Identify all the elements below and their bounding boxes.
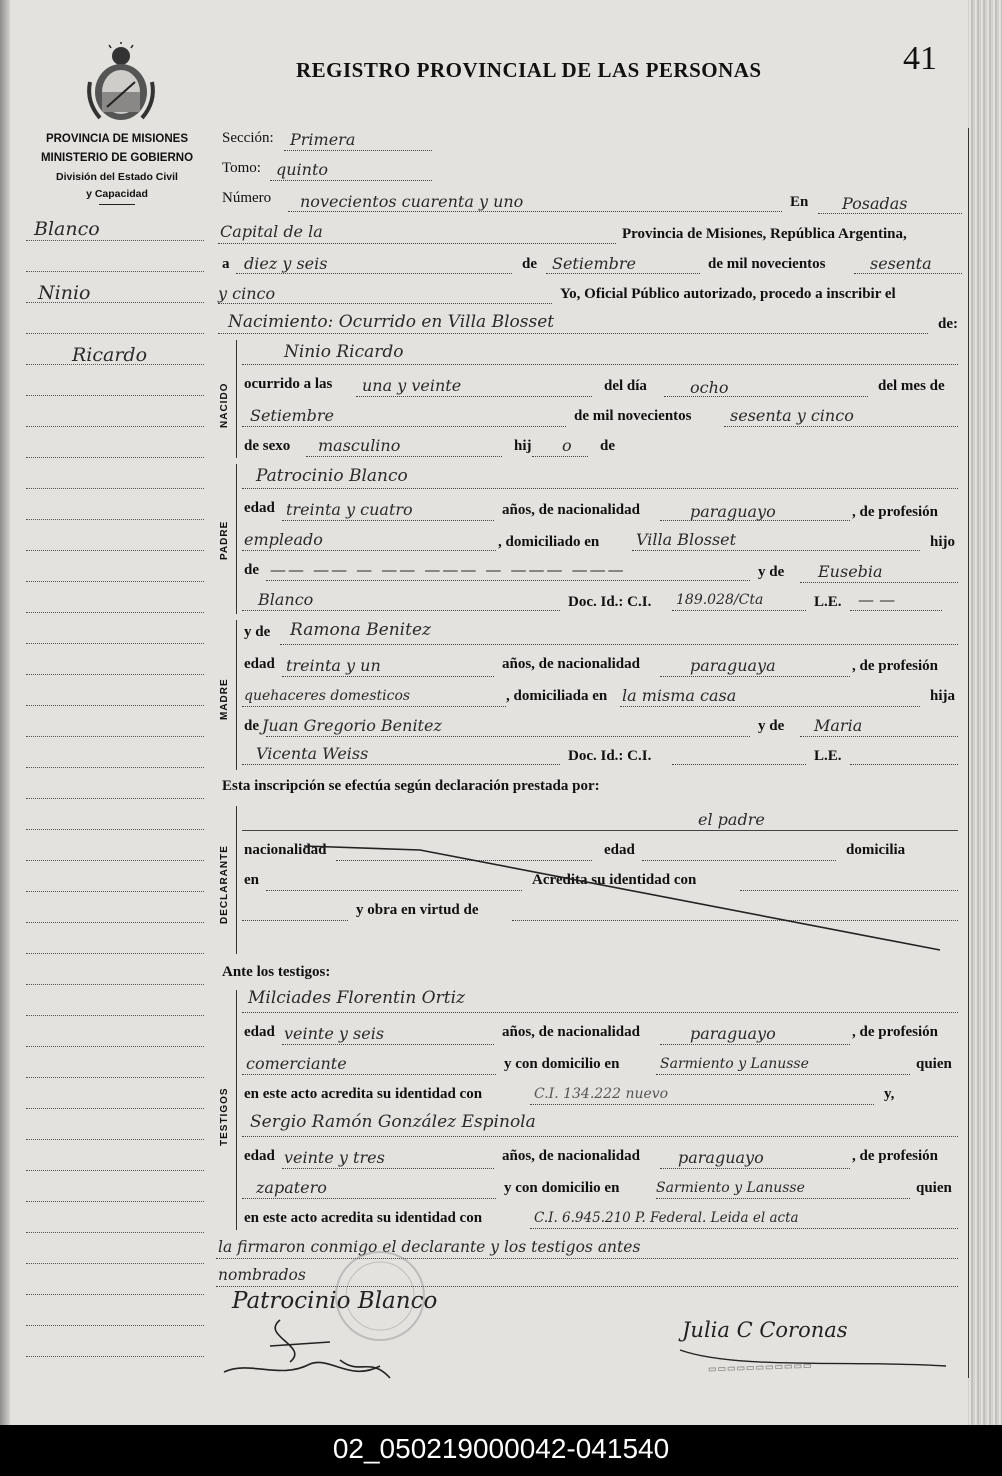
margin-rule-line xyxy=(26,333,204,334)
side-label-testigos: TESTIGOS xyxy=(219,1087,230,1146)
binding-edge xyxy=(0,0,10,1425)
padre-edad-value: treinta y cuatro xyxy=(286,500,413,519)
t2-prof-line xyxy=(242,1198,496,1199)
margin-rule-line xyxy=(26,736,204,737)
madre-le-label: L.E. xyxy=(814,748,842,764)
tomo-value: quinto xyxy=(276,160,329,179)
margin-rule-line xyxy=(26,1201,204,1202)
margin-rule-line xyxy=(26,1294,204,1295)
padre-de-line xyxy=(266,580,750,581)
padre-le-line xyxy=(850,610,942,611)
madre-hija-label: hija xyxy=(930,688,956,704)
padre-edad-label: edad xyxy=(244,500,275,516)
padre-y-de-label: y de xyxy=(758,564,785,580)
madre-madre-line-2 xyxy=(242,764,560,765)
margin-rule-line xyxy=(26,457,204,458)
t1-dom-value: Sarmiento y Lanusse xyxy=(660,1056,809,1072)
del-mes-label: del mes de xyxy=(878,378,945,394)
t2-quien-label: quien xyxy=(916,1180,952,1196)
madre-edad-value: treinta y un xyxy=(286,656,381,675)
madre-prof-value: quehaceres domesticos xyxy=(244,688,411,704)
side-label-nacido: NACIDO xyxy=(219,382,230,428)
anio-value-1: sesenta xyxy=(870,254,932,273)
tomo-line xyxy=(270,180,432,181)
padre-nac-value: paraguayo xyxy=(690,502,776,521)
hij-line xyxy=(532,456,588,457)
padre-madre-line-1 xyxy=(800,582,958,583)
madre-ci-line xyxy=(672,764,806,765)
t1-nombre-line xyxy=(242,1012,958,1013)
t2-nombre-value: Sergio Ramón González Espinola xyxy=(250,1112,536,1132)
declaracion-label: Esta inscripción se efectúa según declaración prestada por: xyxy=(222,778,600,794)
numero-label: Número xyxy=(222,190,272,206)
padre-nombre-line xyxy=(242,488,958,489)
margin-rule-line xyxy=(26,953,204,954)
office-ministry: MINISTERIO DE GOBIERNO xyxy=(40,152,194,164)
anio-line xyxy=(854,273,962,274)
declarante-line xyxy=(242,830,958,831)
testigos-label: Ante los testigos: xyxy=(222,964,331,980)
official-stamp: ▭▭▭▭▭▭▭▭▭▭▭ xyxy=(707,1360,813,1374)
nacido-nombre-line xyxy=(242,364,958,365)
en-label: En xyxy=(790,194,809,210)
acto-value: Nacimiento: Ocurrido en Villa Blosset xyxy=(228,312,555,332)
cierre-line-2 xyxy=(216,1286,958,1287)
t1-nac-label: años, de nacionalidad xyxy=(502,1024,640,1040)
margin-rule-line xyxy=(26,271,204,272)
nacido-side-rule xyxy=(236,340,237,458)
hij-label: hij xyxy=(514,438,532,454)
madre-nombre-line xyxy=(280,644,958,645)
t2-edad-value: veinte y tres xyxy=(284,1148,385,1167)
madre-le-line xyxy=(850,764,958,765)
de-colon-label: de: xyxy=(938,316,958,332)
madre-madre-line-1 xyxy=(800,736,958,737)
madre-padre-line xyxy=(266,736,750,737)
acto-line xyxy=(218,333,928,334)
de-mil2-label: de mil novecientos xyxy=(574,408,692,424)
declarante-en-label: en xyxy=(244,872,259,888)
margin-rule-line xyxy=(26,1015,204,1016)
t1-nac-value: paraguayo xyxy=(690,1024,776,1043)
office-province: PROVINCIA DE MISIONES xyxy=(45,133,189,145)
madre-side-rule xyxy=(236,620,237,770)
t1-nac-line xyxy=(660,1044,850,1045)
padre-dom-value: Villa Blosset xyxy=(636,530,737,549)
t2-nac-line xyxy=(660,1168,850,1169)
t2-acredita-value: C.I. 6.945.210 P. Federal. Leida el acta xyxy=(534,1210,799,1226)
mes-line xyxy=(546,273,700,274)
madre-prof-line xyxy=(242,706,506,707)
declarante-dom-label: domicilia xyxy=(846,842,906,858)
dia-nac-value: ocho xyxy=(690,378,729,397)
margin-rule-line xyxy=(26,1108,204,1109)
declarante-nac-label: nacionalidad xyxy=(244,842,327,858)
margin-rule-line xyxy=(26,1046,204,1047)
declarante-value: el padre xyxy=(698,810,765,829)
page-stack-edge xyxy=(968,0,1002,1425)
hij-value: o xyxy=(562,436,572,455)
margin-rule-line xyxy=(26,1325,204,1326)
margin-rule-line xyxy=(26,1077,204,1078)
t1-acredita-value: C.I. 134.222 nuevo xyxy=(534,1086,669,1102)
anio-value-2: y cinco xyxy=(218,284,276,303)
madre-y-de2-label: y de xyxy=(758,718,785,734)
padre-le-label: L.E. xyxy=(814,594,842,610)
de-label: de xyxy=(522,256,537,272)
margin-rule-line xyxy=(26,891,204,892)
t2-prof-value: zapatero xyxy=(256,1178,327,1197)
t2-dom-label: y con domicilio en xyxy=(504,1180,620,1196)
margin-rule-line xyxy=(26,643,204,644)
margin-rule-line xyxy=(26,705,204,706)
t2-edad-line xyxy=(282,1168,494,1169)
tomo-label: Tomo: xyxy=(222,160,261,176)
margin-rule-line xyxy=(26,612,204,613)
seccion-label: Sección: xyxy=(222,130,274,146)
margin-rule-line xyxy=(26,1263,204,1264)
padre-madre-value-2: Blanco xyxy=(258,590,314,609)
declarante-acredita-label: Acredita su identidad con xyxy=(532,872,697,888)
margin-rule-line xyxy=(26,426,204,427)
ocurrido-label: ocurrido a las xyxy=(244,376,333,392)
margin-rule-line xyxy=(26,581,204,582)
t1-edad-line xyxy=(282,1044,494,1045)
side-label-declarante: DECLARANTE xyxy=(219,845,230,924)
archive-code: 02_050219000042-041540 xyxy=(0,1425,1002,1476)
margin-rule-line xyxy=(26,922,204,923)
t1-edad-value: veinte y seis xyxy=(284,1024,385,1043)
mes-nac-line xyxy=(242,426,566,427)
padre-ci-line xyxy=(672,610,806,611)
padre-prof-value: empleado xyxy=(244,530,323,549)
padre-ci-label: Doc. Id.: C.I. xyxy=(568,594,652,610)
t2-acredita-label: en este acto acredita su identidad con xyxy=(244,1210,483,1226)
madre-madre-value-2: Vicenta Weiss xyxy=(256,744,369,763)
margin-rule-line xyxy=(26,240,204,241)
t1-quien-label: quien xyxy=(916,1056,952,1072)
t2-prof-label: , de profesión xyxy=(852,1148,938,1164)
yo-label: Yo, Oficial Público autorizado, procedo a inscribir el xyxy=(560,286,896,302)
declarante-side-rule xyxy=(236,806,237,954)
folio-number: 41 xyxy=(903,40,937,77)
dia-line xyxy=(236,273,512,274)
margin-rule-line xyxy=(26,395,204,396)
margin-rule-line xyxy=(26,798,204,799)
office-underline xyxy=(99,204,135,205)
madre-nac-line xyxy=(660,676,850,677)
margin-rule-line xyxy=(26,1232,204,1233)
margin-given-1: Ninio xyxy=(38,282,91,304)
t1-prof-value: comerciante xyxy=(246,1054,347,1073)
padre-hijo-label: hijo xyxy=(930,534,956,550)
anio-nac-line xyxy=(724,426,958,427)
t1-prof-label: , de profesión xyxy=(852,1024,938,1040)
madre-padre-value: Juan Gregorio Benitez xyxy=(262,716,442,735)
padre-nac-label: años, de nacionalidad xyxy=(502,502,640,518)
madre-y-de-label: y de xyxy=(244,624,271,640)
signature-official: Julia C Coronas xyxy=(682,1318,848,1342)
sexo-value: masculino xyxy=(318,436,401,455)
margin-rule-line xyxy=(26,1139,204,1140)
coat-of-arms-icon xyxy=(82,42,160,124)
declarante-edad-label: edad xyxy=(604,842,635,858)
capital-value: Capital de la xyxy=(220,222,323,241)
t2-acredita-line xyxy=(530,1228,958,1229)
side-label-madre: MADRE xyxy=(219,678,230,720)
declarante-obra-label: y obra en virtud de xyxy=(356,902,479,918)
t2-dom-value: Sarmiento y Lanusse xyxy=(656,1180,805,1196)
round-seal xyxy=(330,1246,430,1346)
nacido-nombre-value: Ninio Ricardo xyxy=(284,342,404,362)
provincia-label: Provincia de Misiones, República Argentina, xyxy=(622,226,907,242)
dia-value: diez y seis xyxy=(244,254,328,273)
anio-line-2 xyxy=(218,303,552,304)
margin-rule-line xyxy=(26,488,204,489)
t2-nac-value: paraguayo xyxy=(678,1148,764,1167)
margin-rule-line xyxy=(26,519,204,520)
office-capacity: y Capacidad xyxy=(86,188,148,200)
hora-value: una y veinte xyxy=(362,376,462,395)
hij-de-label: de xyxy=(600,438,615,454)
sexo-label: de sexo xyxy=(244,438,291,454)
padre-side-rule xyxy=(236,464,237,614)
margin-rule-line xyxy=(26,550,204,551)
en-value: Posadas xyxy=(842,194,908,213)
margin-rule-line xyxy=(26,1356,204,1357)
testigos-side-rule xyxy=(236,990,237,1230)
seccion-value: Primera xyxy=(290,130,356,149)
margin-rule-line xyxy=(26,829,204,830)
padre-ci-value: 189.028/Cta xyxy=(676,592,764,608)
padre-de-label: de xyxy=(244,562,259,578)
margin-surname: Blanco xyxy=(34,218,100,240)
padre-madre-value-1: Eusebia xyxy=(818,562,883,581)
page-title: REGISTRO PROVINCIAL DE LAS PERSONAS xyxy=(296,58,762,82)
t1-y-label: y, xyxy=(884,1086,895,1102)
padre-dom-label: , domiciliado en xyxy=(498,534,600,550)
a-label: a xyxy=(222,256,230,272)
margin-rule-line xyxy=(26,767,204,768)
padre-nombre-value: Patrocinio Blanco xyxy=(256,466,408,486)
margin-rule-line xyxy=(26,860,204,861)
hora-line xyxy=(356,396,592,397)
del-dia-label: del día xyxy=(604,378,647,394)
padre-edad-line xyxy=(282,520,494,521)
t1-dom-line xyxy=(656,1074,910,1075)
t2-nombre-line xyxy=(242,1136,958,1137)
madre-nac-value: paraguaya xyxy=(690,656,776,675)
madre-edad-label: edad xyxy=(244,656,275,672)
madre-madre-value-1: Maria xyxy=(814,716,863,735)
padre-le-value: — — xyxy=(858,590,896,609)
t2-edad-label: edad xyxy=(244,1148,275,1164)
margin-rule-line xyxy=(26,674,204,675)
sexo-line xyxy=(306,456,502,457)
side-label-padre: PADRE xyxy=(219,520,230,560)
seccion-line xyxy=(284,150,432,151)
padre-de-value: —— —— — —— ——— — ——— ——— xyxy=(270,560,626,579)
en-line xyxy=(818,213,962,214)
signature-declarante: Patrocinio Blanco xyxy=(232,1288,438,1314)
office-division: División del Estado Civil xyxy=(56,171,178,183)
t2-nac-label: años, de nacionalidad xyxy=(502,1148,640,1164)
margin-given-2: Ricardo xyxy=(72,344,148,366)
t1-nombre-value: Milciades Florentin Ortiz xyxy=(248,988,465,1008)
madre-dom-line xyxy=(620,706,920,707)
cierre-line-1 xyxy=(216,1258,958,1259)
t2-dom-line xyxy=(656,1198,910,1199)
madre-nac-label: años, de nacionalidad xyxy=(502,656,640,672)
cierre-value-2: nombrados xyxy=(218,1266,306,1284)
madre-de-label: de xyxy=(244,718,259,734)
declarante-cancel-stroke xyxy=(300,840,960,960)
madre-dom-value: la misma casa xyxy=(622,686,737,705)
madre-prof-label: , de profesión xyxy=(852,658,938,674)
t1-acredita-line xyxy=(530,1104,874,1105)
madre-edad-line xyxy=(282,676,494,677)
anio-nac-value: sesenta y cinco xyxy=(730,406,854,425)
madre-dom-label: , domiciliada en xyxy=(506,688,608,704)
t1-dom-label: y con domicilio en xyxy=(504,1056,620,1072)
margin-rule-line xyxy=(26,984,204,985)
padre-prof-label: , de profesión xyxy=(852,504,938,520)
form-right-border xyxy=(968,128,969,1378)
padre-prof-line xyxy=(242,550,496,551)
capital-line xyxy=(218,243,616,244)
de-mil-label: de mil novecientos xyxy=(708,256,826,272)
madre-nombre-value: Ramona Benitez xyxy=(290,620,431,640)
t1-acredita-label: en este acto acredita su identidad con xyxy=(244,1086,483,1102)
office-block xyxy=(22,130,212,205)
madre-ci-label: Doc. Id.: C.I. xyxy=(568,748,652,764)
padre-madre-line-2 xyxy=(242,610,560,611)
mes-value: Setiembre xyxy=(552,254,636,273)
t1-prof-line xyxy=(242,1074,496,1075)
padre-dom-line xyxy=(632,550,920,551)
numero-value: novecientos cuarenta y uno xyxy=(300,192,524,211)
cierre-value-1: la firmaron conmigo el declarante y los testigos antes xyxy=(218,1238,641,1256)
t1-edad-label: edad xyxy=(244,1024,275,1040)
margin-rule-line xyxy=(26,1170,204,1171)
mes-nac-value: Setiembre xyxy=(250,406,334,425)
numero-line xyxy=(288,211,782,212)
